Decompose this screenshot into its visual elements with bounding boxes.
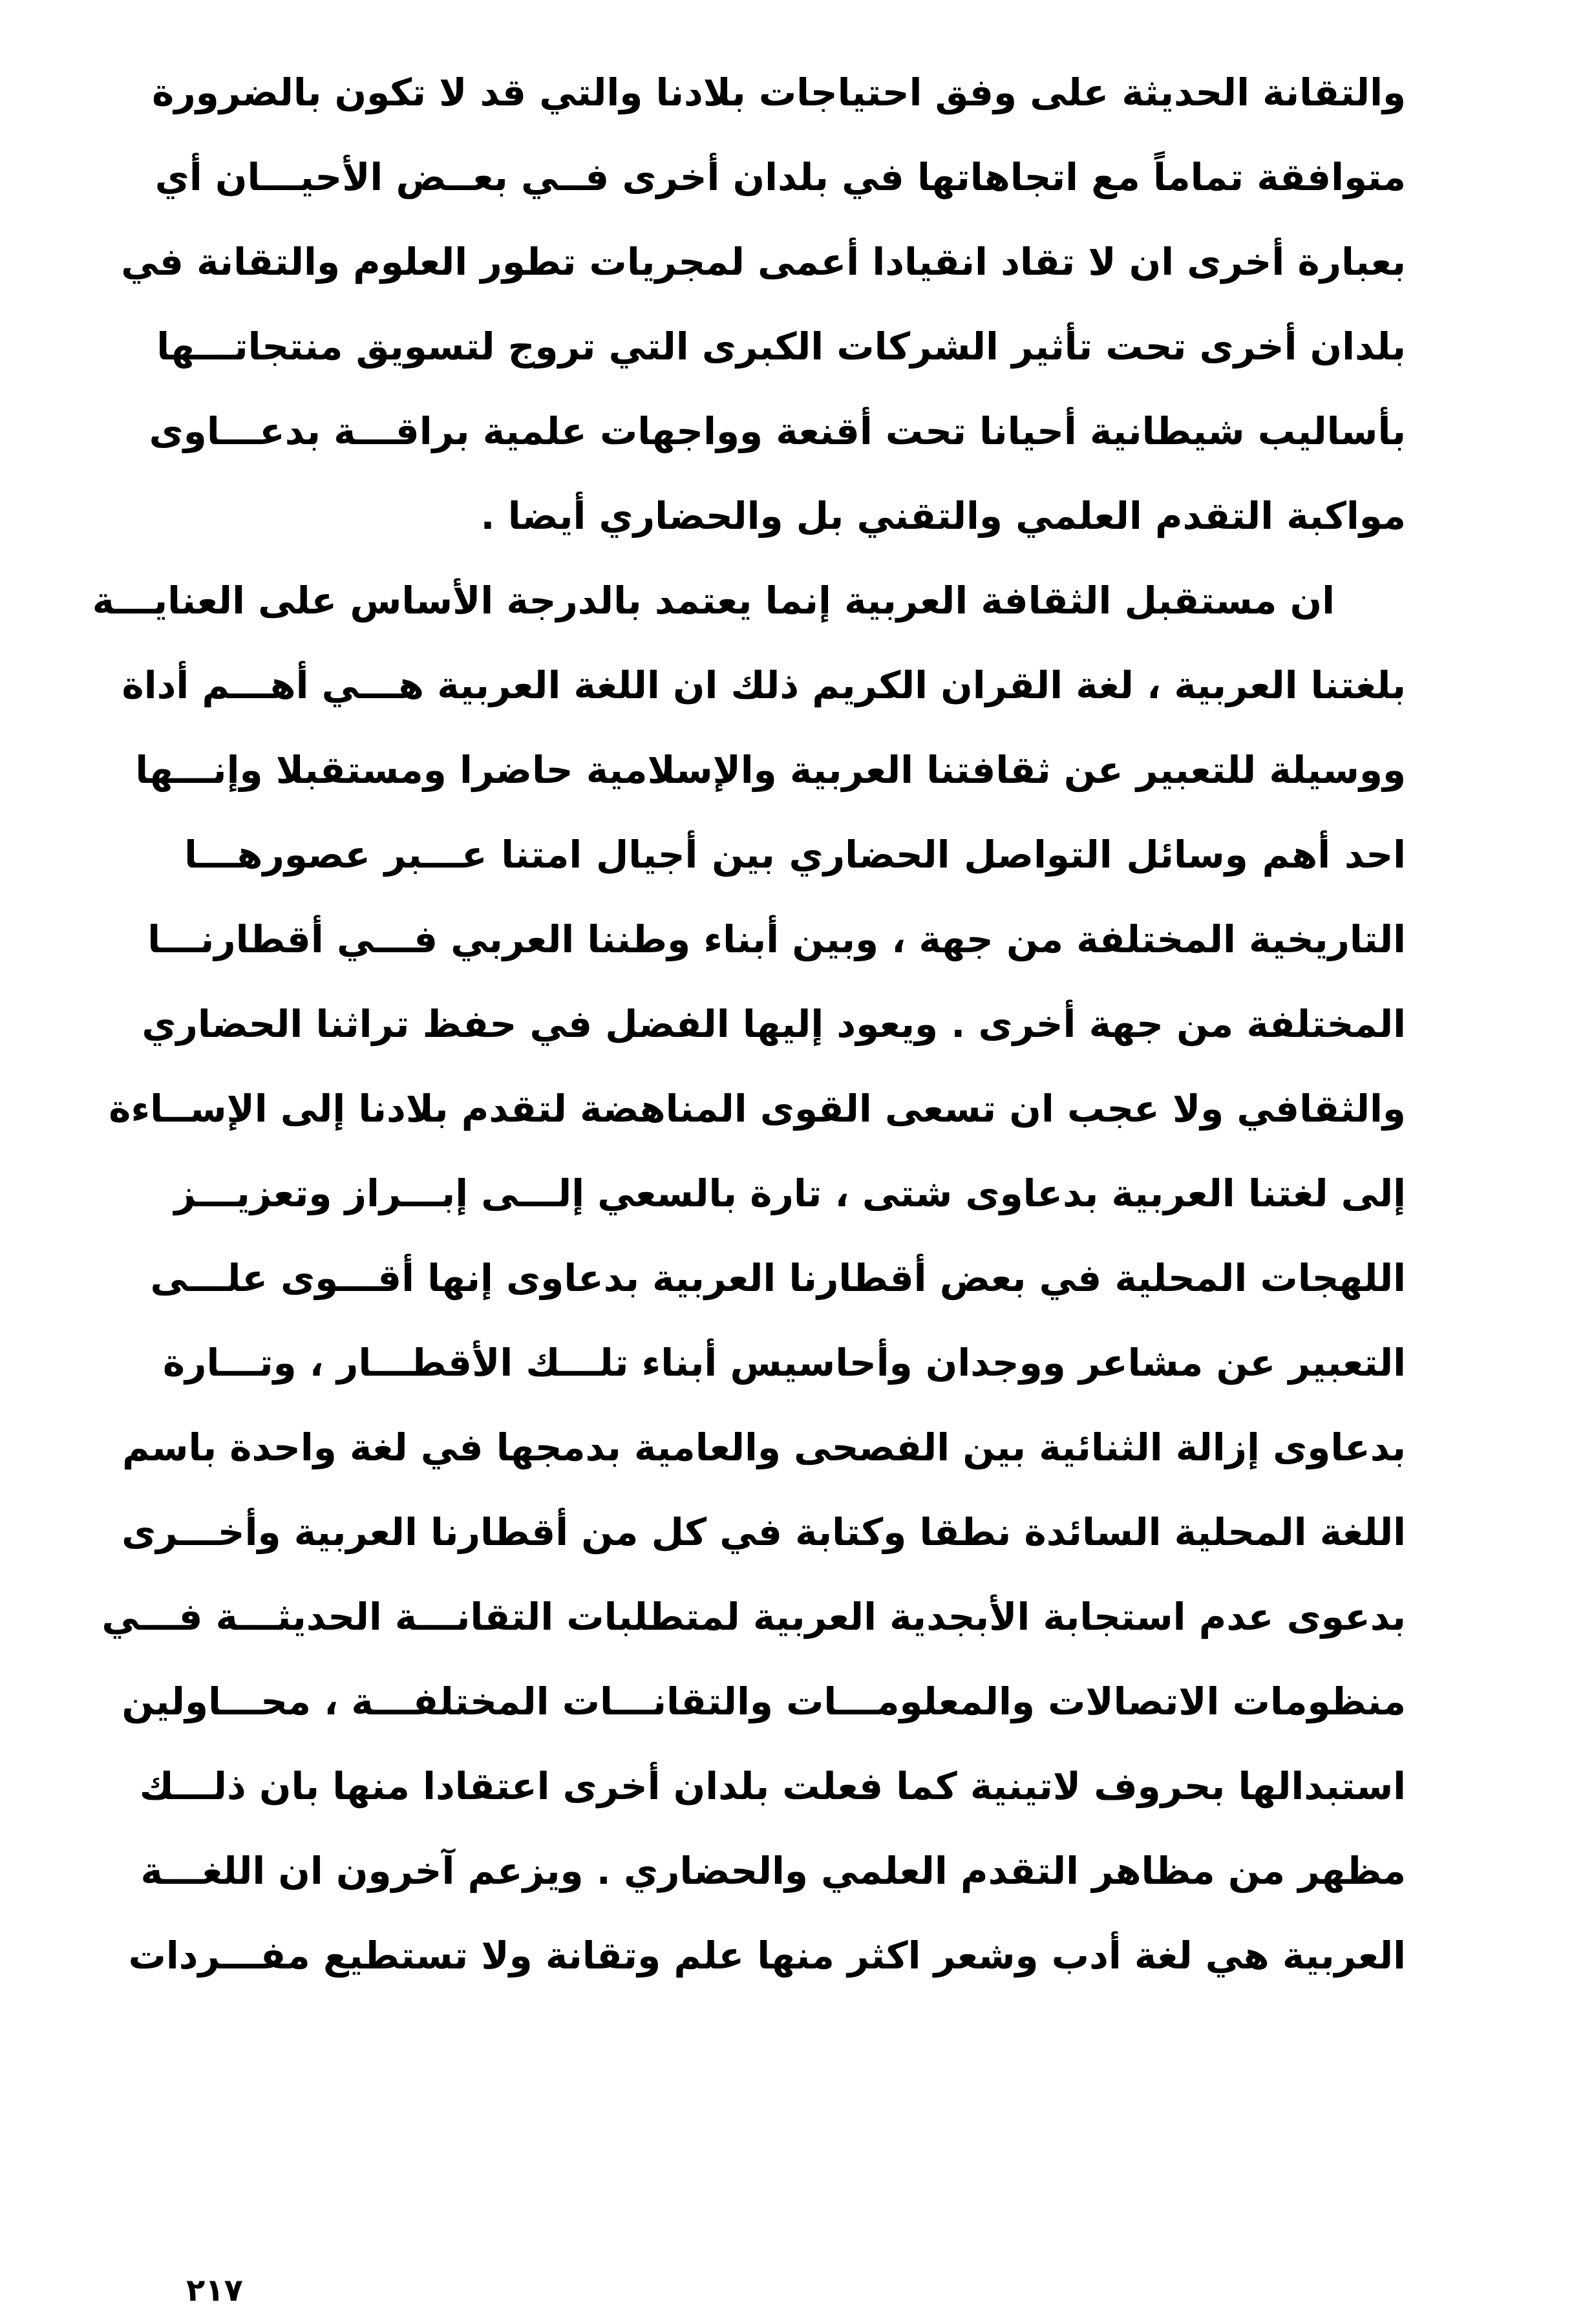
text-line: استبدالها بحروف لاتينية كما فعلت بلدان أخرى اعتقادا منها بان ذلـــك (139, 1764, 1406, 1808)
text-line: اللهجات المحلية في بعض أقطارنا العربية بدعاوى إنها أقـــوى علـــى (150, 1256, 1406, 1300)
page-number: ٢١٧ (186, 2272, 243, 2308)
text-line: بدعاوى إزالة الثنائية بين الفصحى والعامية بدمجها في لغة واحدة باسم (122, 1425, 1406, 1469)
text-line: التاريخية المختلفة من جهة ، وبين أبناء وطننا العربي فـــي أقطارنـــا (147, 917, 1406, 961)
text-line: بأساليب شيطانية أحيانا تحت أقنعة وواجهات علمية براقـــة بدعـــاوى (149, 409, 1406, 453)
text-line: بدعوى عدم استجابة الأبجدية العربية لمتطلبات التقانـــة الحديثـــة فـــي (101, 1595, 1406, 1639)
text-line: اللغة المحلية السائدة نطقا وكتابة في كل من أقطارنا العربية وأخـــرى (122, 1510, 1406, 1554)
text-line: والثقافي ولا عجب ان تسعى القوى المناهضة لتقدم بلادنا إلى الإســاءة (109, 1087, 1406, 1131)
body-text (92, 50, 1406, 1998)
text-line: احد أهم وسائل التواصل الحضاري بين أجيال امتنا عـــبر عصورهـــا (184, 833, 1406, 877)
text-line: منظومات الاتصالات والمعلومـــات والتقانـــات المختلفـــة ، محـــاولين (122, 1679, 1406, 1723)
text-line: ووسيلة للتعبير عن ثقافتنا العربية والإسلامية حاضرا ومستقبلا وإنـــها (135, 748, 1406, 792)
text-line: بلدان أخرى تحت تأثير الشركات الكبرى التي تروج لتسويق منتجاتـــها (156, 325, 1406, 368)
text-line: التعبير عن مشاعر ووجدان وأحاسيس أبناء تلـــك الأقطـــار ، وتـــارة (162, 1341, 1406, 1385)
text-line: مظهر من مظاهر التقدم العلمي والحضاري . ويزعم آخرون ان اللغـــة (140, 1849, 1406, 1893)
text-line: المختلفة من جهة أخرى . ويعود إليها الفضل في حفظ تراثنا الحضاري (142, 1002, 1406, 1046)
text-line: بعبارة أخرى ان لا تقاد انقيادا أعمى لمجريات تطور العلوم والتقانة في (121, 240, 1406, 284)
text-line: متوافقة تماماً مع اتجاهاتها في بلدان أخرى فــي بعــض الأحيـــان أي (154, 155, 1406, 199)
text-line: إلى لغتنا العربية بدعاوى شتى ، تارة بالسعي إلـــى إبـــراز وتعزيـــز (174, 1171, 1406, 1215)
text-line: والتقانة الحديثة على وفق احتياجات بلادنا والتي قد لا تكون بالضرورة (152, 70, 1406, 114)
text-line: العربية هي لغة أدب وشعر اكثر منها علم وتقانة ولا تستطيع مفـــردات (128, 1934, 1406, 1978)
text-line: مواكبة التقدم العلمي والتقني بل والحضاري أيضا . (480, 494, 1406, 538)
text-line: ان مستقبل الثقافة العربية إنما يعتمد بالدرجة الأساس على العنايـــة (92, 579, 1335, 623)
text-line: بلغتنا العربية ، لغة القران الكريم ذلك ان اللغة العربية هـــي أهـــم أداة (122, 663, 1406, 707)
